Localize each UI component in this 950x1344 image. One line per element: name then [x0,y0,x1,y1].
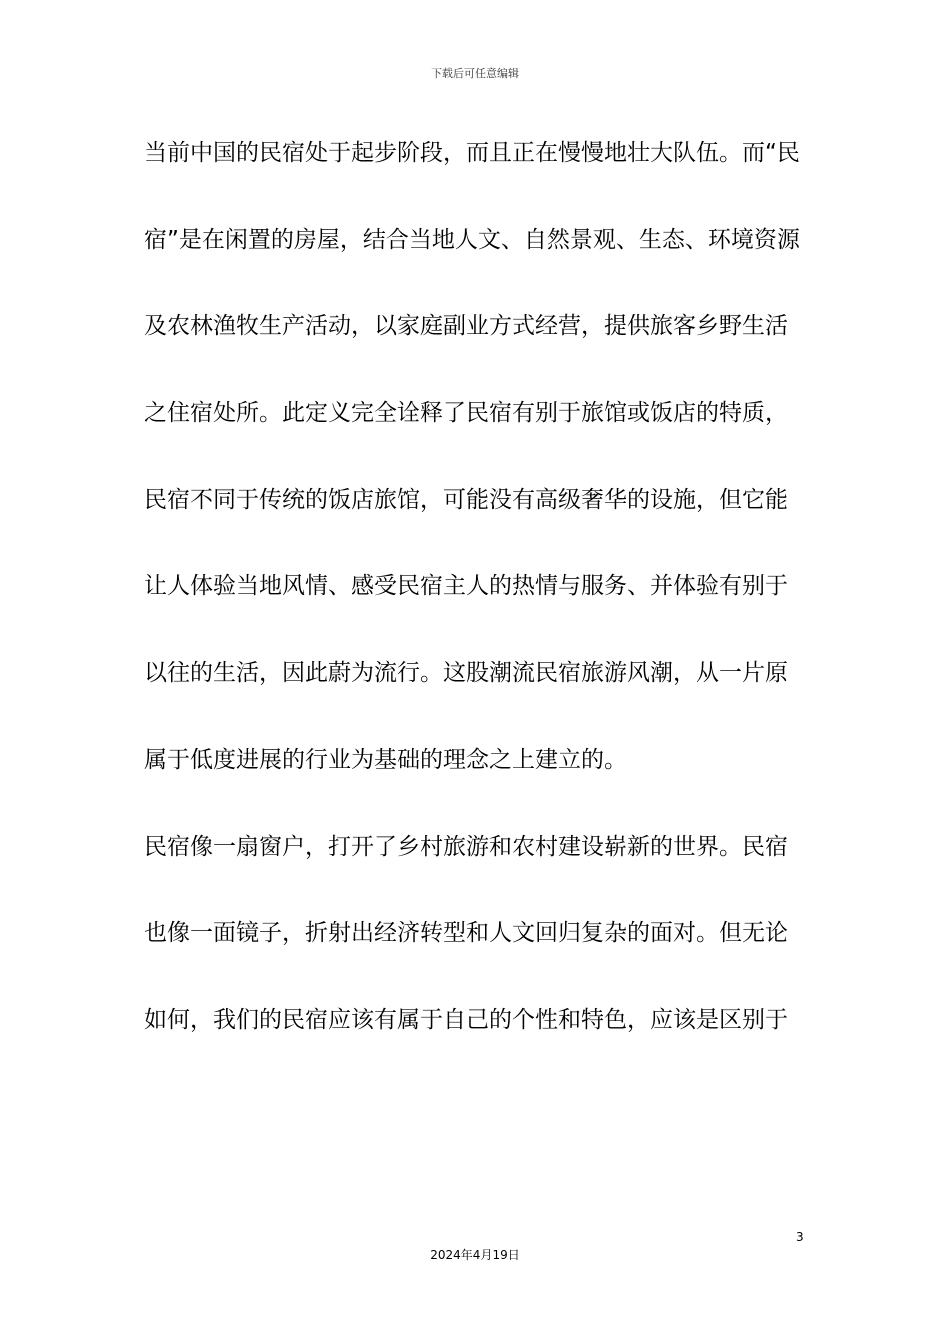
text-line: 民宿不同于传统的饭店旅馆，可能没有高级奢华的设施，但它能 [144,486,788,513]
text-line: 当前中国的民宿处于起步阶段，而且正在慢慢地壮大队伍。而“民 [144,140,800,166]
text-line: 以往的生活，因此蔚为流行。这股潮流民宿旅游风潮，从一片原 [144,660,788,687]
page-number: 3 [796,1230,804,1244]
text-line: 属于低度进展的行业为基础的理念之上建立的。 [144,746,627,773]
page-footer-date: 2024年4月19日 [430,1248,520,1262]
text-line: 宿”是在闲置的房屋，结合当地人文、自然景观、生态、环境资源 [144,226,800,253]
text-line: 也像一面镜子，折射出经济转型和人文回归复杂的面对。但无论 [144,920,788,947]
document-body [144,130,806,1084]
text-line: 民宿像一扇窗户，打开了乡村旅游和农村建设崭新的世界。民宿 [144,833,788,860]
text-line: 让人体验当地风情、感受民宿主人的热情与服务、并体验有别于 [144,573,788,600]
page-header: 下载后可任意编辑 [431,67,519,80]
text-line: 及农林渔牧生产活动，以家庭副业方式经营，提供旅客乡野生活 [144,313,788,340]
text-line: 之住宿处所。此定义完全诠释了民宿有别于旅馆或饭店的特质， [144,400,788,427]
text-line: 如何，我们的民宿应该有属于自己的个性和特色，应该是区别于 [144,1006,788,1033]
